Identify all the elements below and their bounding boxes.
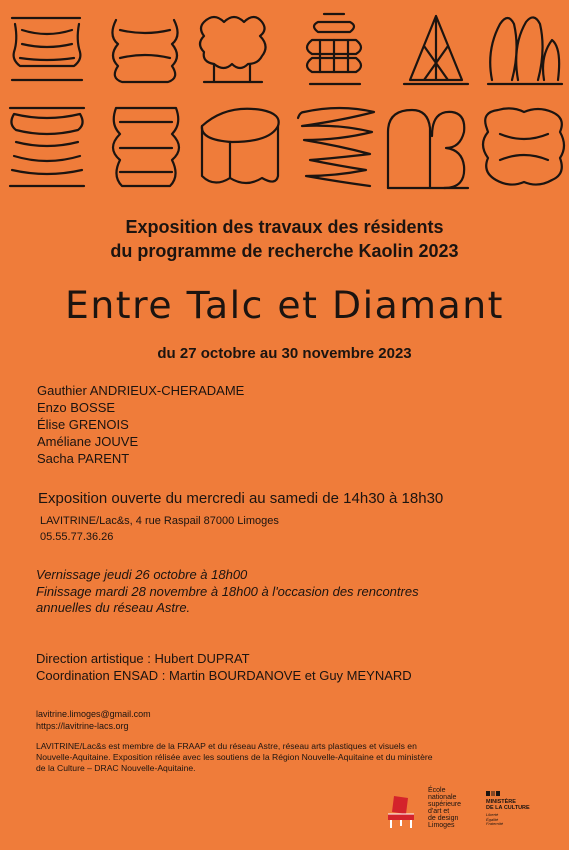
ensad-text-line: Limoges [428, 822, 455, 829]
ensad-text-line: d'art et [428, 808, 450, 815]
glyph-2-4 [298, 108, 374, 186]
coordination: Coordination ENSAD : Martin BOURDANOVE et Guy MEYNARD [36, 668, 412, 683]
ensad-logo-icon [388, 794, 416, 828]
opening-hours: Exposition ouverte du mercredi au samedi de 14h30 à 18h30 [38, 490, 444, 507]
decorative-glyph-grid [0, 0, 569, 200]
glyph-1-5 [404, 16, 468, 84]
ensad-text-line: nationale [428, 794, 457, 801]
ensad-text-line: École [428, 787, 446, 794]
resident-name: Sacha PARENT [37, 451, 130, 466]
exhibition-subtitle-line-2: du programme de recherche Kaolin 2023 [110, 241, 459, 261]
ensad-text-line: de design [428, 815, 459, 822]
finissage-text-line-2: annuelles du réseau Astre. [36, 600, 191, 615]
glyph-1-3 [200, 17, 266, 82]
finissage-text-line-1: Finissage mardi 28 novembre à 18h00 à l'occasion des rencontres [36, 583, 419, 599]
glyph-1-2 [112, 20, 177, 82]
artistic-direction: Direction artistique : Hubert DUPRAT [36, 651, 250, 666]
ministry-name-line: MINISTÈRE [486, 799, 516, 805]
ministry-motto [486, 813, 530, 827]
events-info [36, 567, 496, 617]
ministry-name-line: DE LA CULTURE [486, 805, 530, 811]
resident-name: Enzo BOSSE [37, 400, 116, 415]
resident-name: Améliane JOUVE [37, 434, 139, 449]
ensad-text-line: supérieure [428, 801, 462, 808]
legal-line-2: Nouvelle-Aquitaine. Exposition rélisée avec les soutiens de la Région Nouvelle-Aquitaine et du ministère [36, 752, 433, 762]
motto-line: Égalité [486, 816, 499, 822]
resident-name: Élise GRENOIS [37, 417, 129, 432]
glyph-1-4 [307, 14, 361, 84]
motto-line: Liberté [486, 812, 499, 817]
contact-info [36, 708, 151, 732]
contact-email[interactable]: lavitrine.limoges@gmail.com [36, 709, 151, 719]
legal-line-1: LAVITRINE/Lac&s est membre de la FRAAP et du réseau Astre, réseau arts plastiques et visuels en [36, 741, 417, 751]
ministry-logo [486, 791, 530, 827]
venue-address: LAVITRINE/Lac&s, 4 rue Raspail 87000 Limoges [40, 515, 279, 527]
glyph-1-6 [488, 17, 562, 84]
glyph-2-2 [113, 108, 179, 186]
glyph-2-6 [483, 108, 564, 184]
venue-info [40, 513, 279, 545]
vernissage-text: Vernissage jeudi 26 octobre à 18h00 [36, 567, 248, 582]
motto-line: Fraternité [486, 821, 504, 826]
resident-name: Gauthier ANDRIEUX-CHERADAME [37, 383, 245, 398]
legal-notice [36, 741, 506, 774]
ensad-logo-text [428, 787, 461, 829]
exhibition-title: Entre Talc et Diamant [64, 284, 505, 327]
glyph-2-5 [388, 110, 468, 188]
partner-logos [388, 784, 548, 832]
venue-phone: 05.55.77.36.26 [40, 531, 114, 543]
french-flag-icon [486, 791, 530, 796]
glyph-1-1 [12, 18, 82, 80]
residents-list [37, 382, 244, 467]
exhibition-dates: du 27 octobre au 30 novembre 2023 [157, 345, 412, 362]
glyph-2-1 [10, 108, 84, 186]
credits [36, 650, 412, 684]
exhibition-subtitle-line-1: Exposition des travaux des résidents [125, 217, 444, 237]
contact-website[interactable]: https://lavitrine-lacs.org [36, 721, 129, 731]
glyph-2-3 [202, 109, 279, 183]
legal-line-3: de la Culture – DRAC Nouvelle-Aquitaine. [36, 763, 196, 773]
